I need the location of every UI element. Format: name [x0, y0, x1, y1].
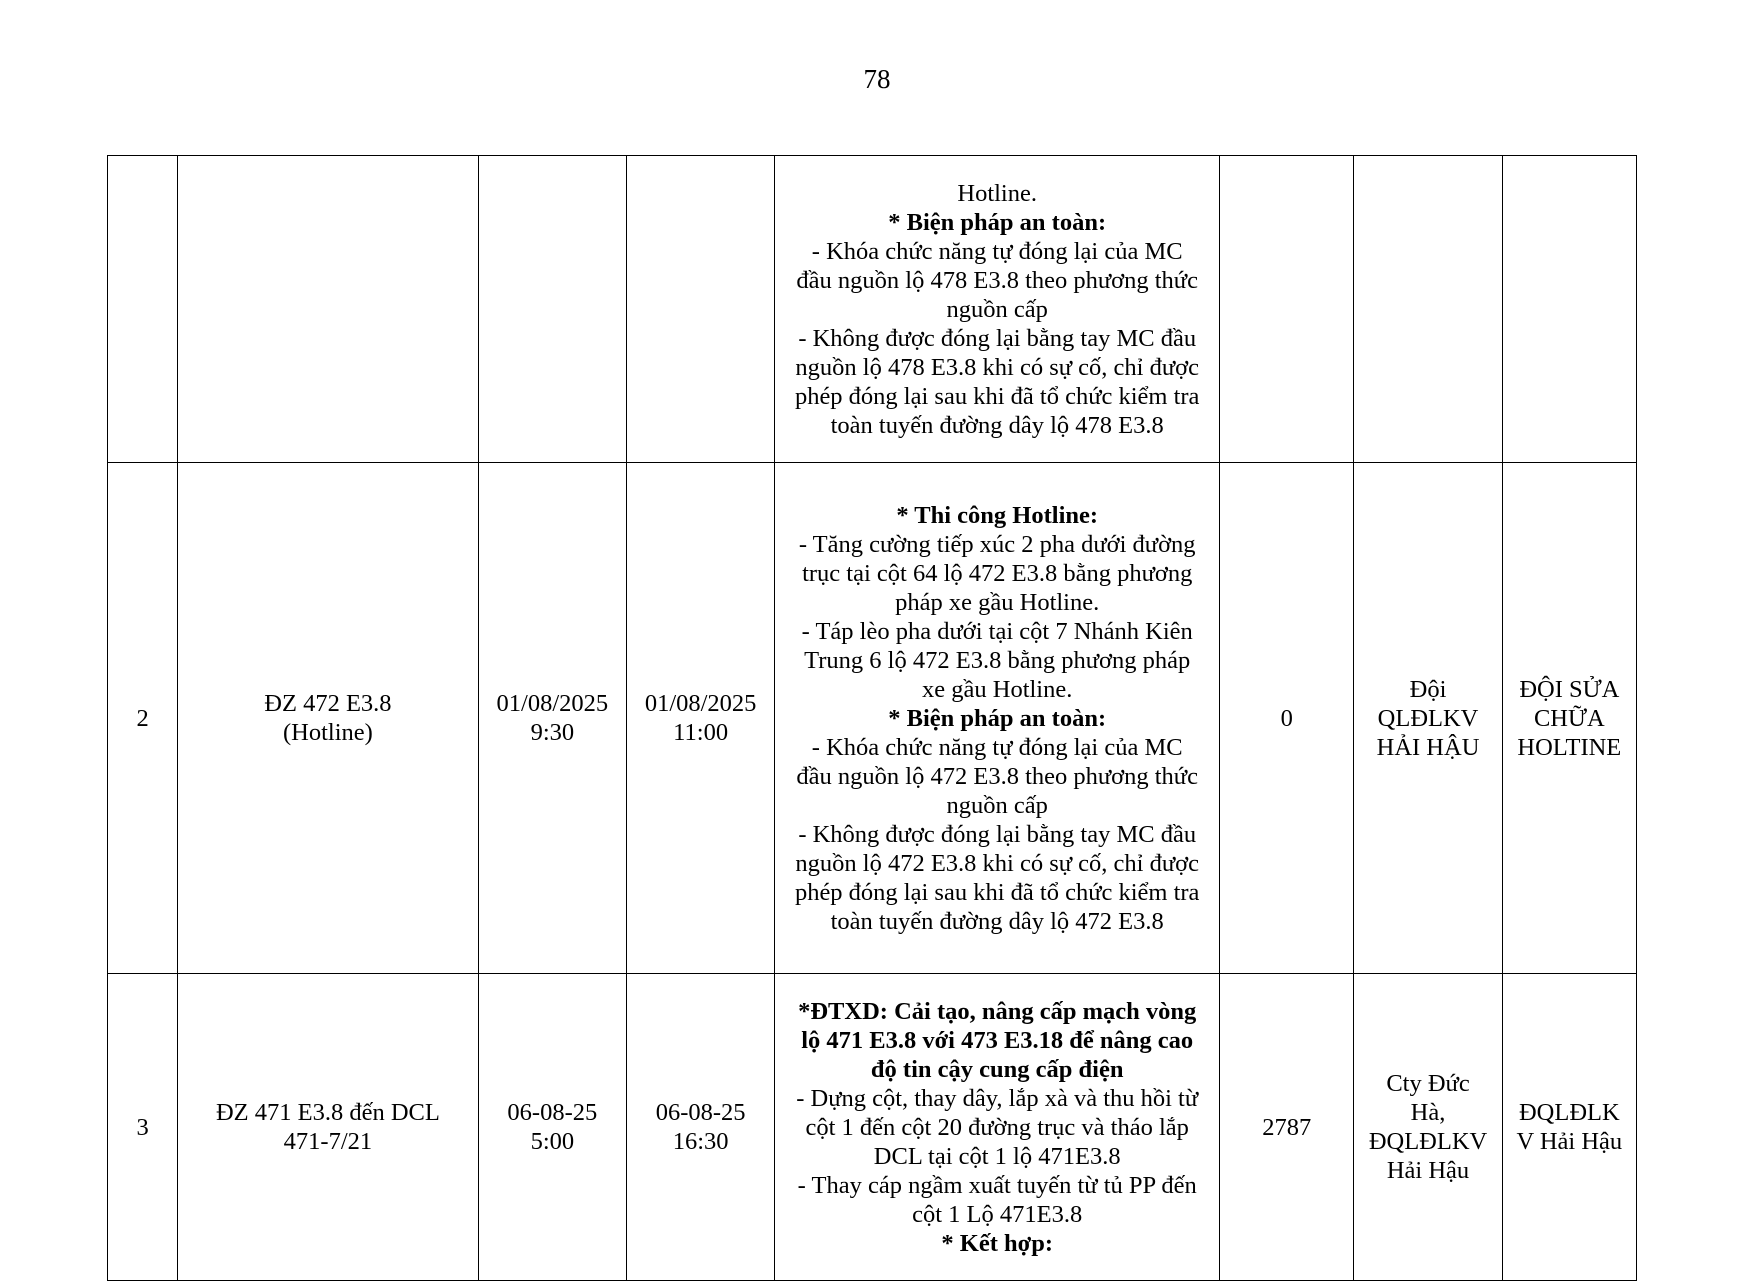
content-line: đầu nguồn lộ 478 E3.8 theo phương thức [796, 266, 1198, 294]
end-time-cell-line: 01/08/2025 [644, 690, 757, 717]
content-line: - Tăng cường tiếp xúc 2 pha dưới đường [798, 530, 1196, 558]
line-name-cell [178, 463, 479, 974]
managing-unit-cell-line: QLĐLKV [1377, 704, 1479, 732]
work-content-cell [775, 974, 1220, 1281]
line-name-cell-line: 471-7/21 [283, 1128, 373, 1155]
executing-unit-cell-line: HOLTINE [1517, 733, 1622, 761]
content-heading: độ tin cậy cung cấp điện [870, 1055, 1124, 1083]
end-time-cell [626, 156, 774, 463]
executing-unit-cell-line: ĐQLĐLK [1518, 1099, 1620, 1126]
content-line: toàn tuyến đường dây lộ 478 E3.8 [830, 411, 1164, 439]
content-line: - Dựng cột, thay dây, lắp xà và thu hồi từ [796, 1084, 1199, 1112]
customers-affected-cell [1220, 156, 1354, 463]
start-time-cell [478, 974, 626, 1281]
page-number: 78 [863, 64, 891, 94]
content-line: nguồn lộ 472 E3.8 khi có sự cố, chỉ được [795, 849, 1199, 877]
executing-unit-cell [1502, 974, 1636, 1281]
line-name-cell-line: ĐZ 472 E3.8 [264, 690, 392, 717]
managing-unit-cell-line: Hà, [1410, 1099, 1446, 1126]
managing-unit-cell-line: Hải Hậu [1386, 1157, 1470, 1184]
start-time-cell [478, 156, 626, 463]
content-line: - Táp lèo pha dưới tại cột 7 Nhánh Kiên [801, 617, 1193, 645]
content-line: phép đóng lại sau khi đã tổ chức kiểm tra [794, 878, 1200, 906]
end-time-cell-line: 11:00 [673, 719, 729, 746]
content-line: - Khóa chức năng tự đóng lại của MC [811, 237, 1183, 265]
row-number-cell: 3 [108, 974, 178, 1281]
content-line: - Không được đóng lại bằng tay MC đầu [798, 324, 1197, 352]
content-heading: * Thi công Hotline: [896, 501, 1099, 529]
table-row [108, 463, 1637, 974]
content-line: Trung 6 lộ 472 E3.8 bằng phương pháp [804, 646, 1191, 674]
start-time-cell [478, 463, 626, 974]
row-number-cell [108, 156, 178, 463]
managing-unit-cell-line: Đội [1409, 675, 1447, 703]
content-line: xe gầu Hotline. [922, 675, 1073, 703]
line-name-cell [178, 974, 479, 1281]
content-line: nguồn cấp [946, 295, 1048, 323]
end-time-cell-line: 06-08-25 [655, 1099, 746, 1126]
executing-unit-cell-line: ĐỘI SỬA [1519, 675, 1620, 703]
content-heading: lộ 471 E3.8 với 473 E3.18 để nâng cao [801, 1026, 1194, 1054]
content-line: Hotline. [957, 179, 1037, 207]
end-time-cell [626, 463, 774, 974]
executing-unit-cell-line: CHỮA [1533, 704, 1605, 732]
line-name-cell-line: (Hotline) [283, 719, 373, 746]
content-line: nguồn cấp [946, 791, 1048, 819]
customers-affected-cell: 0 [1220, 463, 1354, 974]
content-line: toàn tuyến đường dây lộ 472 E3.8 [830, 907, 1164, 935]
table-row [108, 974, 1637, 1281]
customers-affected-cell: 2787 [1220, 974, 1354, 1281]
content-line: - Thay cáp ngầm xuất tuyến từ tủ PP đến [797, 1171, 1197, 1199]
work-content-cell [775, 463, 1220, 974]
content-heading: *ĐTXD: Cải tạo, nâng cấp mạch vòng [798, 997, 1197, 1025]
row-number-cell: 2 [108, 463, 178, 974]
start-time-cell-line: 06-08-25 [507, 1099, 598, 1126]
line-name-cell-line: ĐZ 471 E3.8 đến DCL [215, 1099, 440, 1126]
outage-schedule-table [107, 155, 1637, 1281]
content-heading: * Biện pháp an toàn: [888, 208, 1107, 236]
work-content-cell [775, 156, 1220, 463]
executing-unit-cell-line: V Hải Hậu [1516, 1128, 1623, 1155]
table-body [108, 156, 1637, 1281]
content-line: đầu nguồn lộ 472 E3.8 theo phương thức [796, 762, 1198, 790]
managing-unit-cell [1354, 156, 1502, 463]
content-heading: * Kết hợp: [941, 1229, 1053, 1257]
content-heading: * Biện pháp an toàn: [888, 704, 1107, 732]
end-time-cell-line: 16:30 [672, 1128, 729, 1155]
content-line: nguồn lộ 478 E3.8 khi có sự cố, chỉ được [795, 353, 1199, 381]
managing-unit-cell [1354, 974, 1502, 1281]
managing-unit-cell-line: ĐQLĐLKV [1368, 1128, 1488, 1155]
managing-unit-cell-line: HẢI HẬU [1376, 733, 1480, 761]
content-line: phép đóng lại sau khi đã tổ chức kiểm tra [794, 382, 1200, 410]
start-time-cell-line: 01/08/2025 [496, 690, 609, 717]
content-line: DCL tại cột 1 lộ 471E3.8 [873, 1142, 1121, 1170]
content-line: pháp xe gầu Hotline. [895, 588, 1100, 616]
executing-unit-cell [1502, 156, 1636, 463]
executing-unit-cell [1502, 463, 1636, 974]
content-line: - Khóa chức năng tự đóng lại của MC [811, 733, 1183, 761]
managing-unit-cell-line: Cty Đức [1386, 1070, 1470, 1097]
content-line: trục tại cột 64 lộ 472 E3.8 bằng phương [802, 559, 1193, 587]
content-line: cột 1 Lộ 471E3.8 [912, 1200, 1083, 1228]
content-line: cột 1 đến cột 20 đường trục và tháo lắp [805, 1113, 1189, 1141]
table-row [108, 156, 1637, 463]
content-line: - Không được đóng lại bằng tay MC đầu [798, 820, 1197, 848]
line-name-cell [178, 156, 479, 463]
end-time-cell [626, 974, 774, 1281]
start-time-cell-line: 9:30 [530, 719, 575, 746]
managing-unit-cell [1354, 463, 1502, 974]
start-time-cell-line: 5:00 [530, 1128, 575, 1155]
